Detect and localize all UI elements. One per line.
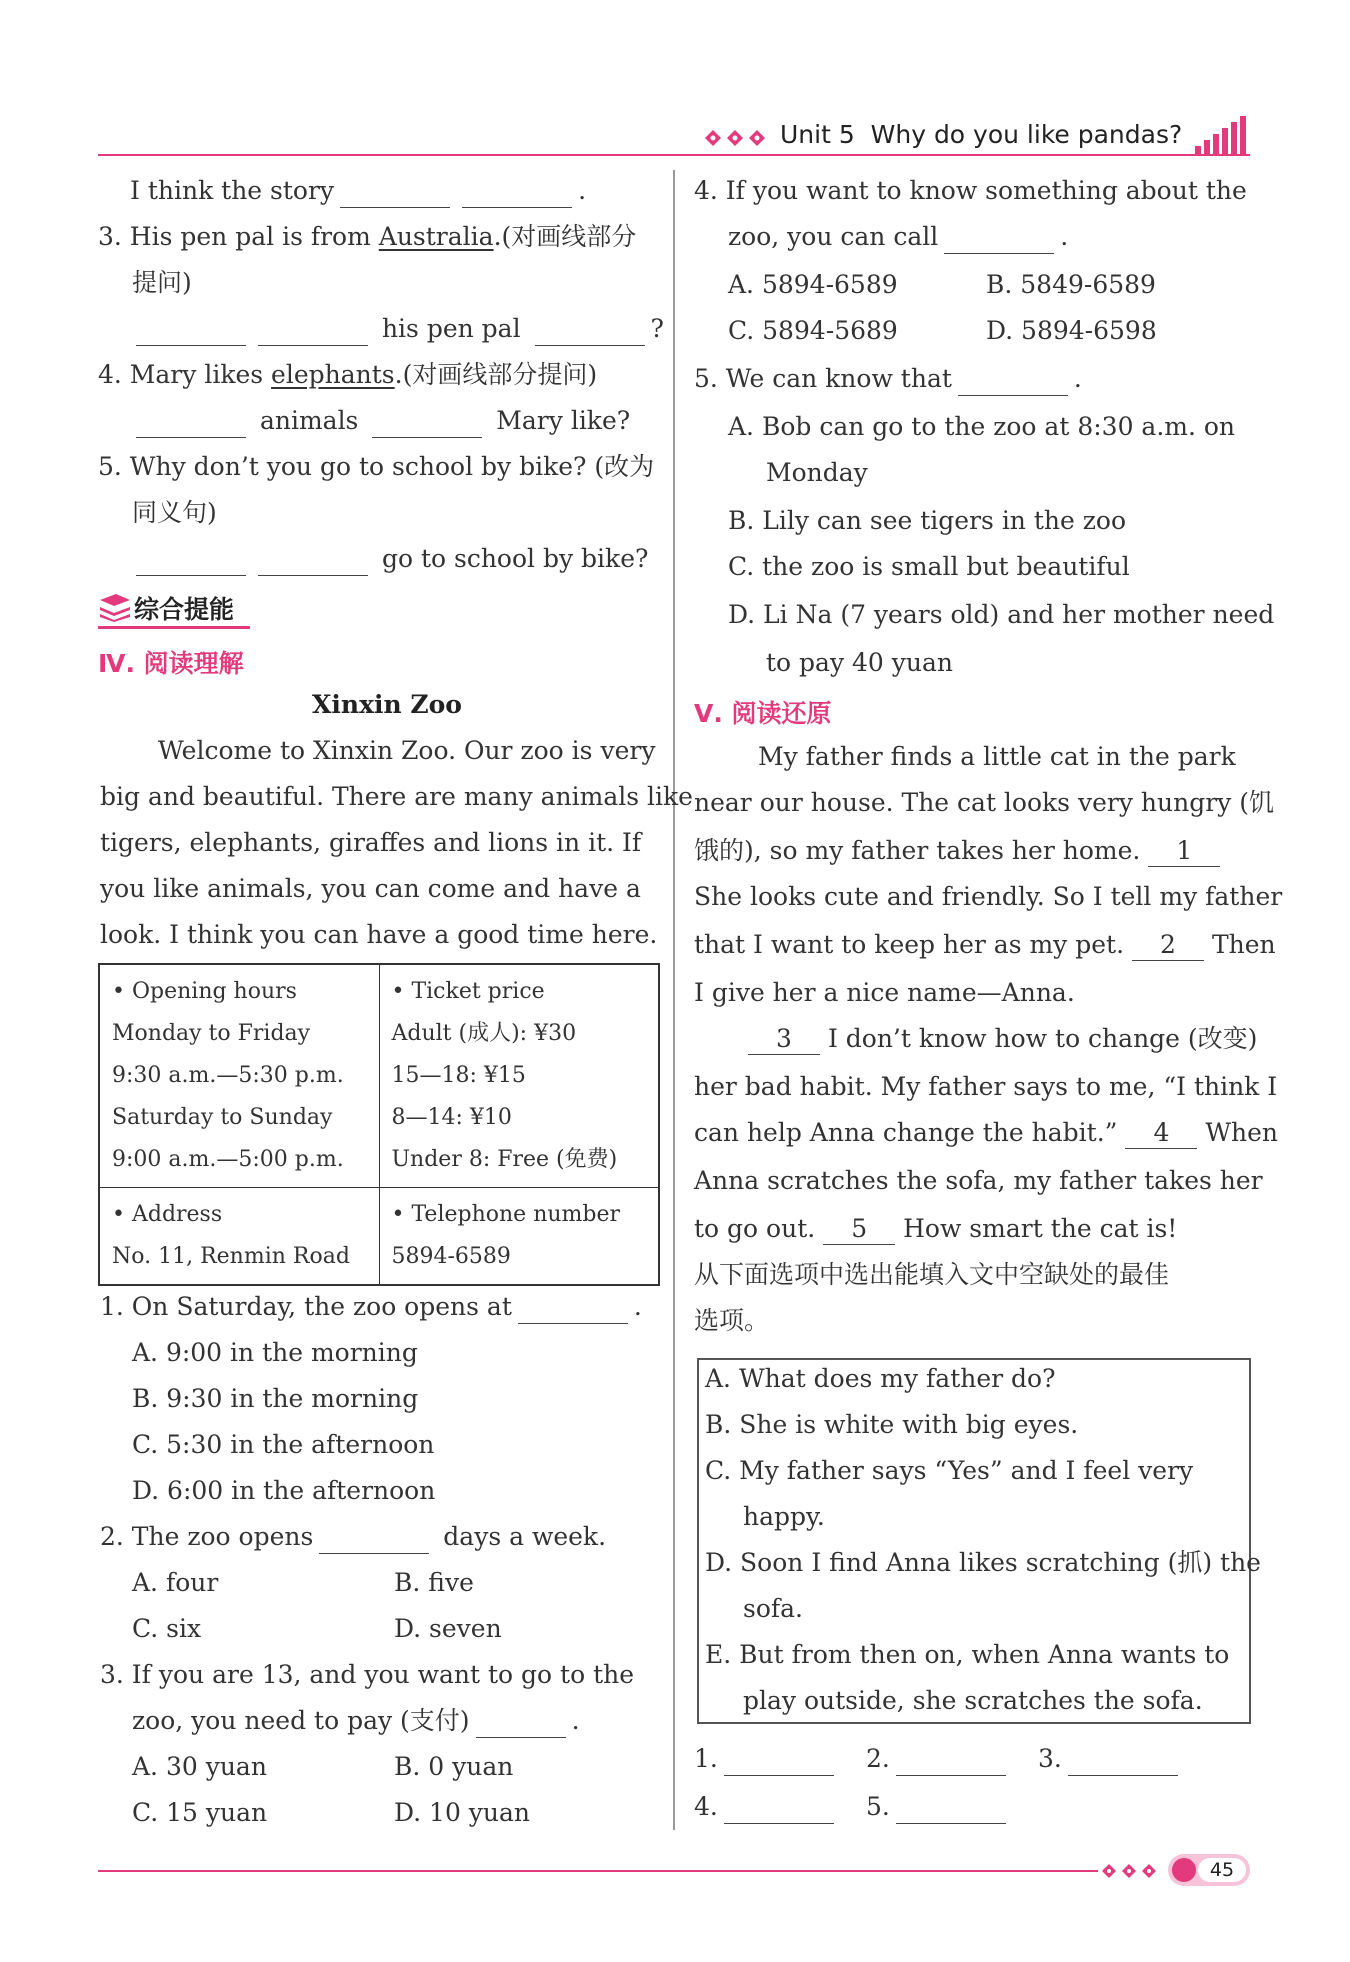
mc-question-1: 1. On Saturday, the zoo opens at .: [100, 1290, 642, 1324]
answer-line-4: [130, 404, 630, 438]
passage-text: I don’t know how to change (改变): [827, 1024, 1258, 1053]
story-line: I think the story .: [130, 174, 586, 208]
option-a[interactable]: A. 9:00 in the morning: [132, 1338, 418, 1367]
passage-line: near our house. The cat looks very hungry (饥: [694, 788, 1274, 817]
question-text: 4. Mary likes: [98, 360, 264, 389]
passage-line: [694, 1212, 1177, 1246]
question-text: 2. The zoo opens: [100, 1522, 314, 1551]
option-e-cont: play outside, she scratches the sofa.: [743, 1686, 1203, 1715]
option-c[interactable]: C. six: [132, 1614, 202, 1643]
passage-line: you like animals, you can come and have a: [100, 874, 641, 903]
answer-row-1: [866, 1742, 1012, 1776]
answer-blank[interactable]: [1068, 1749, 1178, 1776]
option-b[interactable]: B. 0 yuan: [394, 1752, 514, 1781]
instruction-text: 从下面选项中选出能填入文中空缺处的最佳: [694, 1260, 1170, 1289]
option-e[interactable]: E. But from then on, when Anna wants to: [705, 1640, 1230, 1669]
option-d[interactable]: D. Soon I find Anna likes scratching (抓) the: [705, 1548, 1261, 1577]
gap-2[interactable]: 2: [1132, 930, 1204, 961]
answer-blank[interactable]: [136, 411, 246, 438]
question-5: 5. Why don’t you go to school by bike? (改为: [98, 452, 655, 481]
answer-blank[interactable]: [724, 1749, 834, 1776]
answer-line-5: [130, 542, 648, 576]
answer-row-2: [694, 1790, 840, 1824]
answer-blank[interactable]: [340, 181, 450, 208]
zoo-info-table: [98, 963, 660, 1286]
instruction-text: 选项。: [694, 1306, 770, 1335]
gap-3[interactable]: 3: [748, 1024, 820, 1055]
instruction-text: 同义句): [132, 498, 217, 527]
answer-blank[interactable]: [896, 1797, 1006, 1824]
answer-line-3: [130, 312, 664, 346]
answer-blank[interactable]: [258, 319, 368, 346]
passage-text: Then: [1211, 930, 1276, 959]
option-b[interactable]: B. Lily can see tigers in the zoo: [728, 506, 1127, 535]
answer-text: his pen pal: [381, 314, 521, 343]
cell-text: 8—14: ¥10: [391, 1105, 512, 1130]
passage-line: big and beautiful. There are many animals like: [100, 782, 693, 811]
section-rule: [98, 626, 250, 629]
passage-text: to go out.: [694, 1214, 816, 1243]
page-dot-icon: [1172, 1858, 1196, 1882]
answer-blank[interactable]: [724, 1797, 834, 1824]
answer-label: 3.: [1038, 1744, 1062, 1773]
answer-blank[interactable]: [258, 549, 368, 576]
option-d[interactable]: D. 5894-6598: [986, 316, 1157, 345]
diamond-arrows-icon: [703, 124, 775, 152]
answer-blank[interactable]: [476, 1711, 566, 1738]
answer-blank[interactable]: [896, 1749, 1006, 1776]
section-title: 综合提能: [134, 595, 235, 624]
cell-heading: • Address: [112, 1202, 223, 1227]
mc-question-5: 5. We can know that .: [694, 362, 1082, 396]
passage-line: [694, 834, 1220, 868]
answer-text: Mary like?: [496, 406, 631, 435]
header-rule: [98, 154, 1250, 156]
answer-label: 2.: [866, 1744, 890, 1773]
part-5-title: Ⅴ. 阅读还原: [694, 699, 832, 728]
mc-question-3: 3. If you are 13, and you want to go to the: [100, 1660, 635, 1689]
answer-blank[interactable]: [136, 319, 246, 346]
answer-text: animals: [259, 406, 359, 435]
passage-text: How smart the cat is!: [903, 1214, 1178, 1243]
cell-text: Adult (成人): ¥30: [391, 1021, 577, 1046]
passage-line: Anna scratches the sofa, my father takes her: [694, 1166, 1263, 1195]
column-divider: [673, 170, 675, 1830]
passage-line: My father finds a little cat in the park: [758, 742, 1236, 771]
unit-title: Unit 5 Why do you like pandas?: [780, 120, 1183, 149]
passage-title: Xinxin Zoo: [312, 690, 462, 719]
option-c-cont: happy.: [743, 1502, 825, 1531]
cell-text: 9:30 a.m.—5:30 p.m.: [112, 1063, 344, 1088]
footer-diamonds-icon: [1100, 1858, 1166, 1884]
passage-line: Welcome to Xinxin Zoo. Our zoo is very: [158, 736, 656, 765]
option-d[interactable]: D. 10 yuan: [394, 1798, 531, 1827]
answer-label: 5.: [866, 1792, 890, 1821]
gap-5[interactable]: 5: [823, 1214, 895, 1245]
passage-text: can help Anna change the habit.”: [694, 1118, 1118, 1147]
passage-line: tigers, elephants, giraffes and lions in it. If: [100, 828, 642, 857]
mc-question-2: [100, 1520, 606, 1554]
answer-blank[interactable]: [535, 319, 645, 346]
question-4: [98, 358, 597, 392]
answer-label: 4.: [694, 1792, 718, 1821]
gap-1[interactable]: 1: [1148, 836, 1220, 867]
answer-blank[interactable]: [958, 369, 1068, 396]
option-d[interactable]: D. seven: [394, 1614, 502, 1643]
underlined-word: elephants: [271, 360, 395, 389]
option-a[interactable]: A. Bob can go to the zoo at 8:30 a.m. on: [728, 412, 1236, 441]
passage-line: [748, 1022, 1257, 1056]
question-text: 3. His pen pal is from: [98, 222, 371, 251]
question-text: days a week.: [443, 1522, 607, 1551]
answer-text: ?: [650, 314, 664, 343]
option-b[interactable]: B. She is white with big eyes.: [705, 1410, 1079, 1439]
header-decoration: [703, 124, 775, 156]
instruction-text: 提问): [132, 268, 192, 297]
option-c[interactable]: C. 5:30 in the afternoon: [132, 1430, 435, 1459]
part-4-title: Ⅳ. 阅读理解: [98, 649, 244, 678]
answer-label: 1.: [694, 1744, 718, 1773]
question-text: zoo, you need to pay (支付): [132, 1706, 470, 1735]
option-b[interactable]: B. 5849-6589: [986, 270, 1156, 299]
passage-line: I give her a nice name—Anna.: [694, 978, 1075, 1007]
cell-text: 9:00 a.m.—5:00 p.m.: [112, 1147, 344, 1172]
mc-question-4: 4. If you want to know something about the: [694, 176, 1247, 205]
cell-text: Monday to Friday: [112, 1021, 311, 1046]
answer-blank[interactable]: [136, 549, 246, 576]
passage-line: [694, 928, 1276, 962]
signal-bars-icon: [1193, 116, 1249, 156]
cell-text: 5894-6589: [391, 1244, 511, 1269]
footer-rule: [98, 1870, 1098, 1872]
story-text: I think the story: [130, 176, 335, 205]
passage-line: her bad habit. My father says to me, “I think I: [694, 1072, 1278, 1101]
option-b[interactable]: B. 9:30 in the morning: [132, 1384, 419, 1413]
underlined-word: Australia: [378, 222, 494, 251]
answer-blank[interactable]: [944, 227, 1054, 254]
option-a[interactable]: A. four: [132, 1568, 219, 1597]
question-text: 1. On Saturday, the zoo opens at: [100, 1292, 512, 1321]
answer-blank[interactable]: [518, 1297, 628, 1324]
cell-text: No. 11, Renmin Road: [112, 1244, 350, 1269]
mc-question-3-cont: zoo, you need to pay (支付) .: [132, 1704, 580, 1738]
option-d-cont: to pay 40 yuan: [766, 648, 954, 677]
answer-row-1: [694, 1742, 840, 1776]
page-number: 45: [1198, 1858, 1246, 1882]
instruction-text: .(对画线部分: [493, 222, 637, 251]
option-c[interactable]: C. My father says “Yes” and I feel very: [705, 1456, 1194, 1485]
option-c[interactable]: C. the zoo is small but beautiful: [728, 552, 1130, 581]
cell-text: Under 8: Free (免费): [391, 1147, 618, 1172]
cell-text: Saturday to Sunday: [112, 1105, 333, 1130]
option-c[interactable]: C. 5894-5689: [728, 316, 898, 345]
option-d-cont: sofa.: [743, 1594, 803, 1623]
answer-blank[interactable]: [462, 181, 572, 208]
book-stack-icon: [98, 592, 132, 622]
page-number-badge: [1168, 1854, 1250, 1886]
cell-heading: • Ticket price: [391, 979, 545, 1004]
passage-text: When: [1205, 1118, 1279, 1147]
passage-text: that I want to keep her as my pet.: [694, 930, 1125, 959]
ticket-price-cell: [379, 964, 659, 1188]
opening-hours-cell: [99, 964, 379, 1188]
answer-blank[interactable]: [372, 411, 482, 438]
answer-blank[interactable]: [319, 1527, 429, 1554]
question-text: zoo, you can call: [728, 222, 939, 251]
question-text: 5. We can know that: [694, 364, 952, 393]
options-box: [697, 1358, 1261, 1724]
option-d[interactable]: D. 6:00 in the afternoon: [132, 1476, 436, 1505]
option-a[interactable]: A. 30 yuan: [132, 1752, 267, 1781]
answer-text: go to school by bike?: [381, 544, 649, 573]
address-cell: [99, 1188, 379, 1286]
question-3: [98, 220, 636, 254]
gap-4[interactable]: 4: [1125, 1118, 1197, 1149]
option-d[interactable]: D. Li Na (7 years old) and her mother need: [728, 600, 1275, 629]
instruction-text: .(对画线部分提问): [394, 360, 598, 389]
mc-question-4-cont: zoo, you can call .: [728, 220, 1068, 254]
option-c[interactable]: C. 15 yuan: [132, 1798, 268, 1827]
answer-row-2: [866, 1790, 1012, 1824]
cell-heading: • Telephone number: [391, 1202, 621, 1227]
telephone-cell: [379, 1188, 659, 1286]
option-a-cont: Monday: [766, 458, 868, 487]
passage-line: [694, 1116, 1278, 1150]
cell-text: 15—18: ¥15: [391, 1063, 526, 1088]
passage-line: look. I think you can have a good time here.: [100, 920, 658, 949]
cell-heading: • Opening hours: [112, 979, 297, 1004]
option-a[interactable]: A. 5894-6589: [728, 270, 898, 299]
option-a[interactable]: A. What does my father do?: [705, 1364, 1056, 1393]
option-b[interactable]: B. five: [394, 1568, 474, 1597]
answer-row-1: [1038, 1742, 1184, 1776]
passage-line: She looks cute and friendly. So I tell my father: [694, 882, 1283, 911]
passage-text: 饿的), so my father takes her home.: [694, 836, 1141, 865]
